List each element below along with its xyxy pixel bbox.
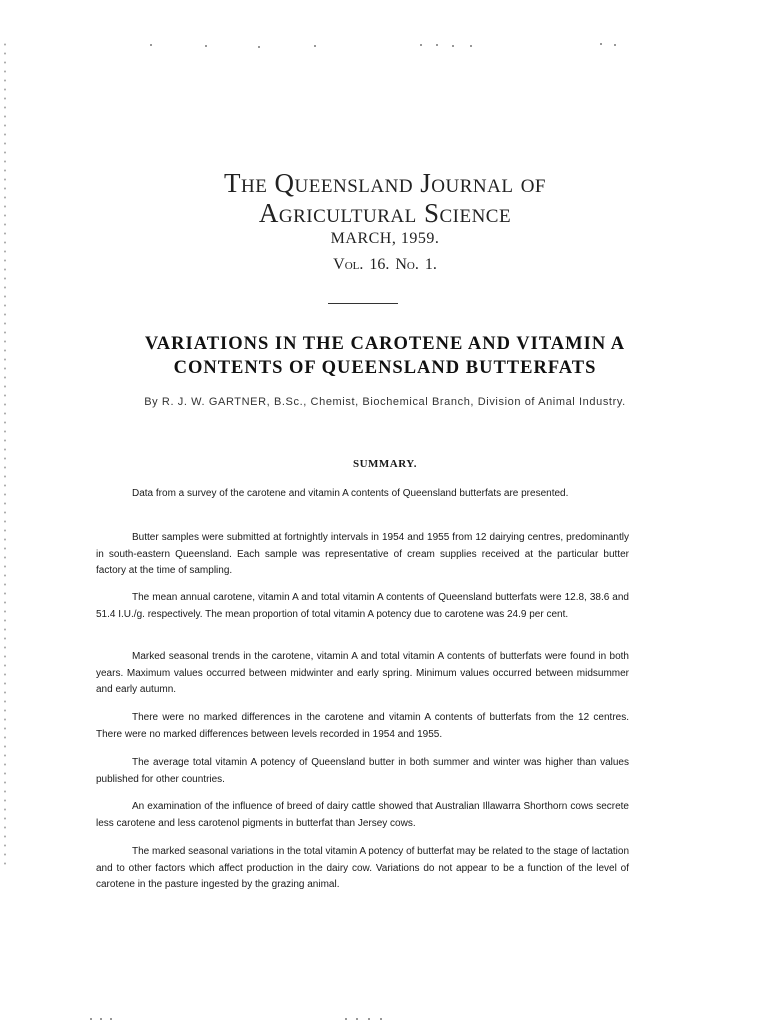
summary-paragraph: Marked seasonal trends in the carotene, vitamin A and total vitamin A contents of butterfats were found in both years. Maximum values occurred between midwinter and early spring. Minimum values occurred between midsummer and early autumn. xyxy=(96,651,629,695)
journal-title-line-2: Agricultural Science xyxy=(258,198,512,228)
article-title-line-2: CONTENTS OF QUEENSLAND BUTTERFATS xyxy=(173,358,597,378)
summary-paragraph: The marked seasonal variations in the total vitamin A potency of butterfat may be related to the stage of lactation and to other factors which affect production in the dairy cow. Variations do not appear to be a function of the level of carotene in the pasture ingested by the grazing animal. xyxy=(96,846,629,890)
summary-paragraph: The average total vitamin A potency of Queensland butter in both summer and winter was higher than values published for other countries. xyxy=(96,757,629,785)
summary-paragraph: There were no marked differences in the carotene and vitamin A contents of butterfats from the 12 centres. There were no marked differences between levels recorded in 1954 and 1955. xyxy=(96,712,629,740)
issue-date: MARCH, 1959. xyxy=(330,230,440,247)
title-divider xyxy=(328,303,398,304)
summary-paragraph: Butter samples were submitted at fortnightly intervals in 1954 and 1955 from 12 dairying centres, predominantly in south-eastern Queensland. Each sample was representative of cream supplies received at the particular butter factory at the time of sampling. xyxy=(96,532,629,576)
scan-specks-bottom xyxy=(0,1016,770,1022)
article-title-line-1: VARIATIONS IN THE CAROTENE AND VITAMIN A xyxy=(144,334,626,354)
summary-paragraph: Data from a survey of the carotene and vitamin A contents of Queensland butterfats are presented. xyxy=(132,488,569,499)
journal-title-line-1: The Queensland Journal of xyxy=(223,168,547,198)
binding-margin-marks xyxy=(2,40,8,870)
summary-paragraph: The mean annual carotene, vitamin A and total vitamin A contents of Queensland butterfats were 12.8, 38.6 and 51.4 I.U./g. respectively. The mean proportion of total vitamin A potency due to carotene was 24.9 per cent. xyxy=(96,592,629,620)
author-byline: By R. J. W. GARTNER, B.Sc., Chemist, Biochemical Branch, Division of Animal Industry. xyxy=(144,396,626,408)
issue-volume: Vol. 16. No. 1. xyxy=(333,256,437,273)
summary-paragraph: An examination of the influence of breed of dairy cattle showed that Australian Illawarra Shorthorn cows secrete less carotene and less carotenol pigments in butterfat than Jersey cows. xyxy=(96,801,629,829)
summary-heading: SUMMARY. xyxy=(352,458,417,470)
scan-specks-top xyxy=(0,40,770,50)
